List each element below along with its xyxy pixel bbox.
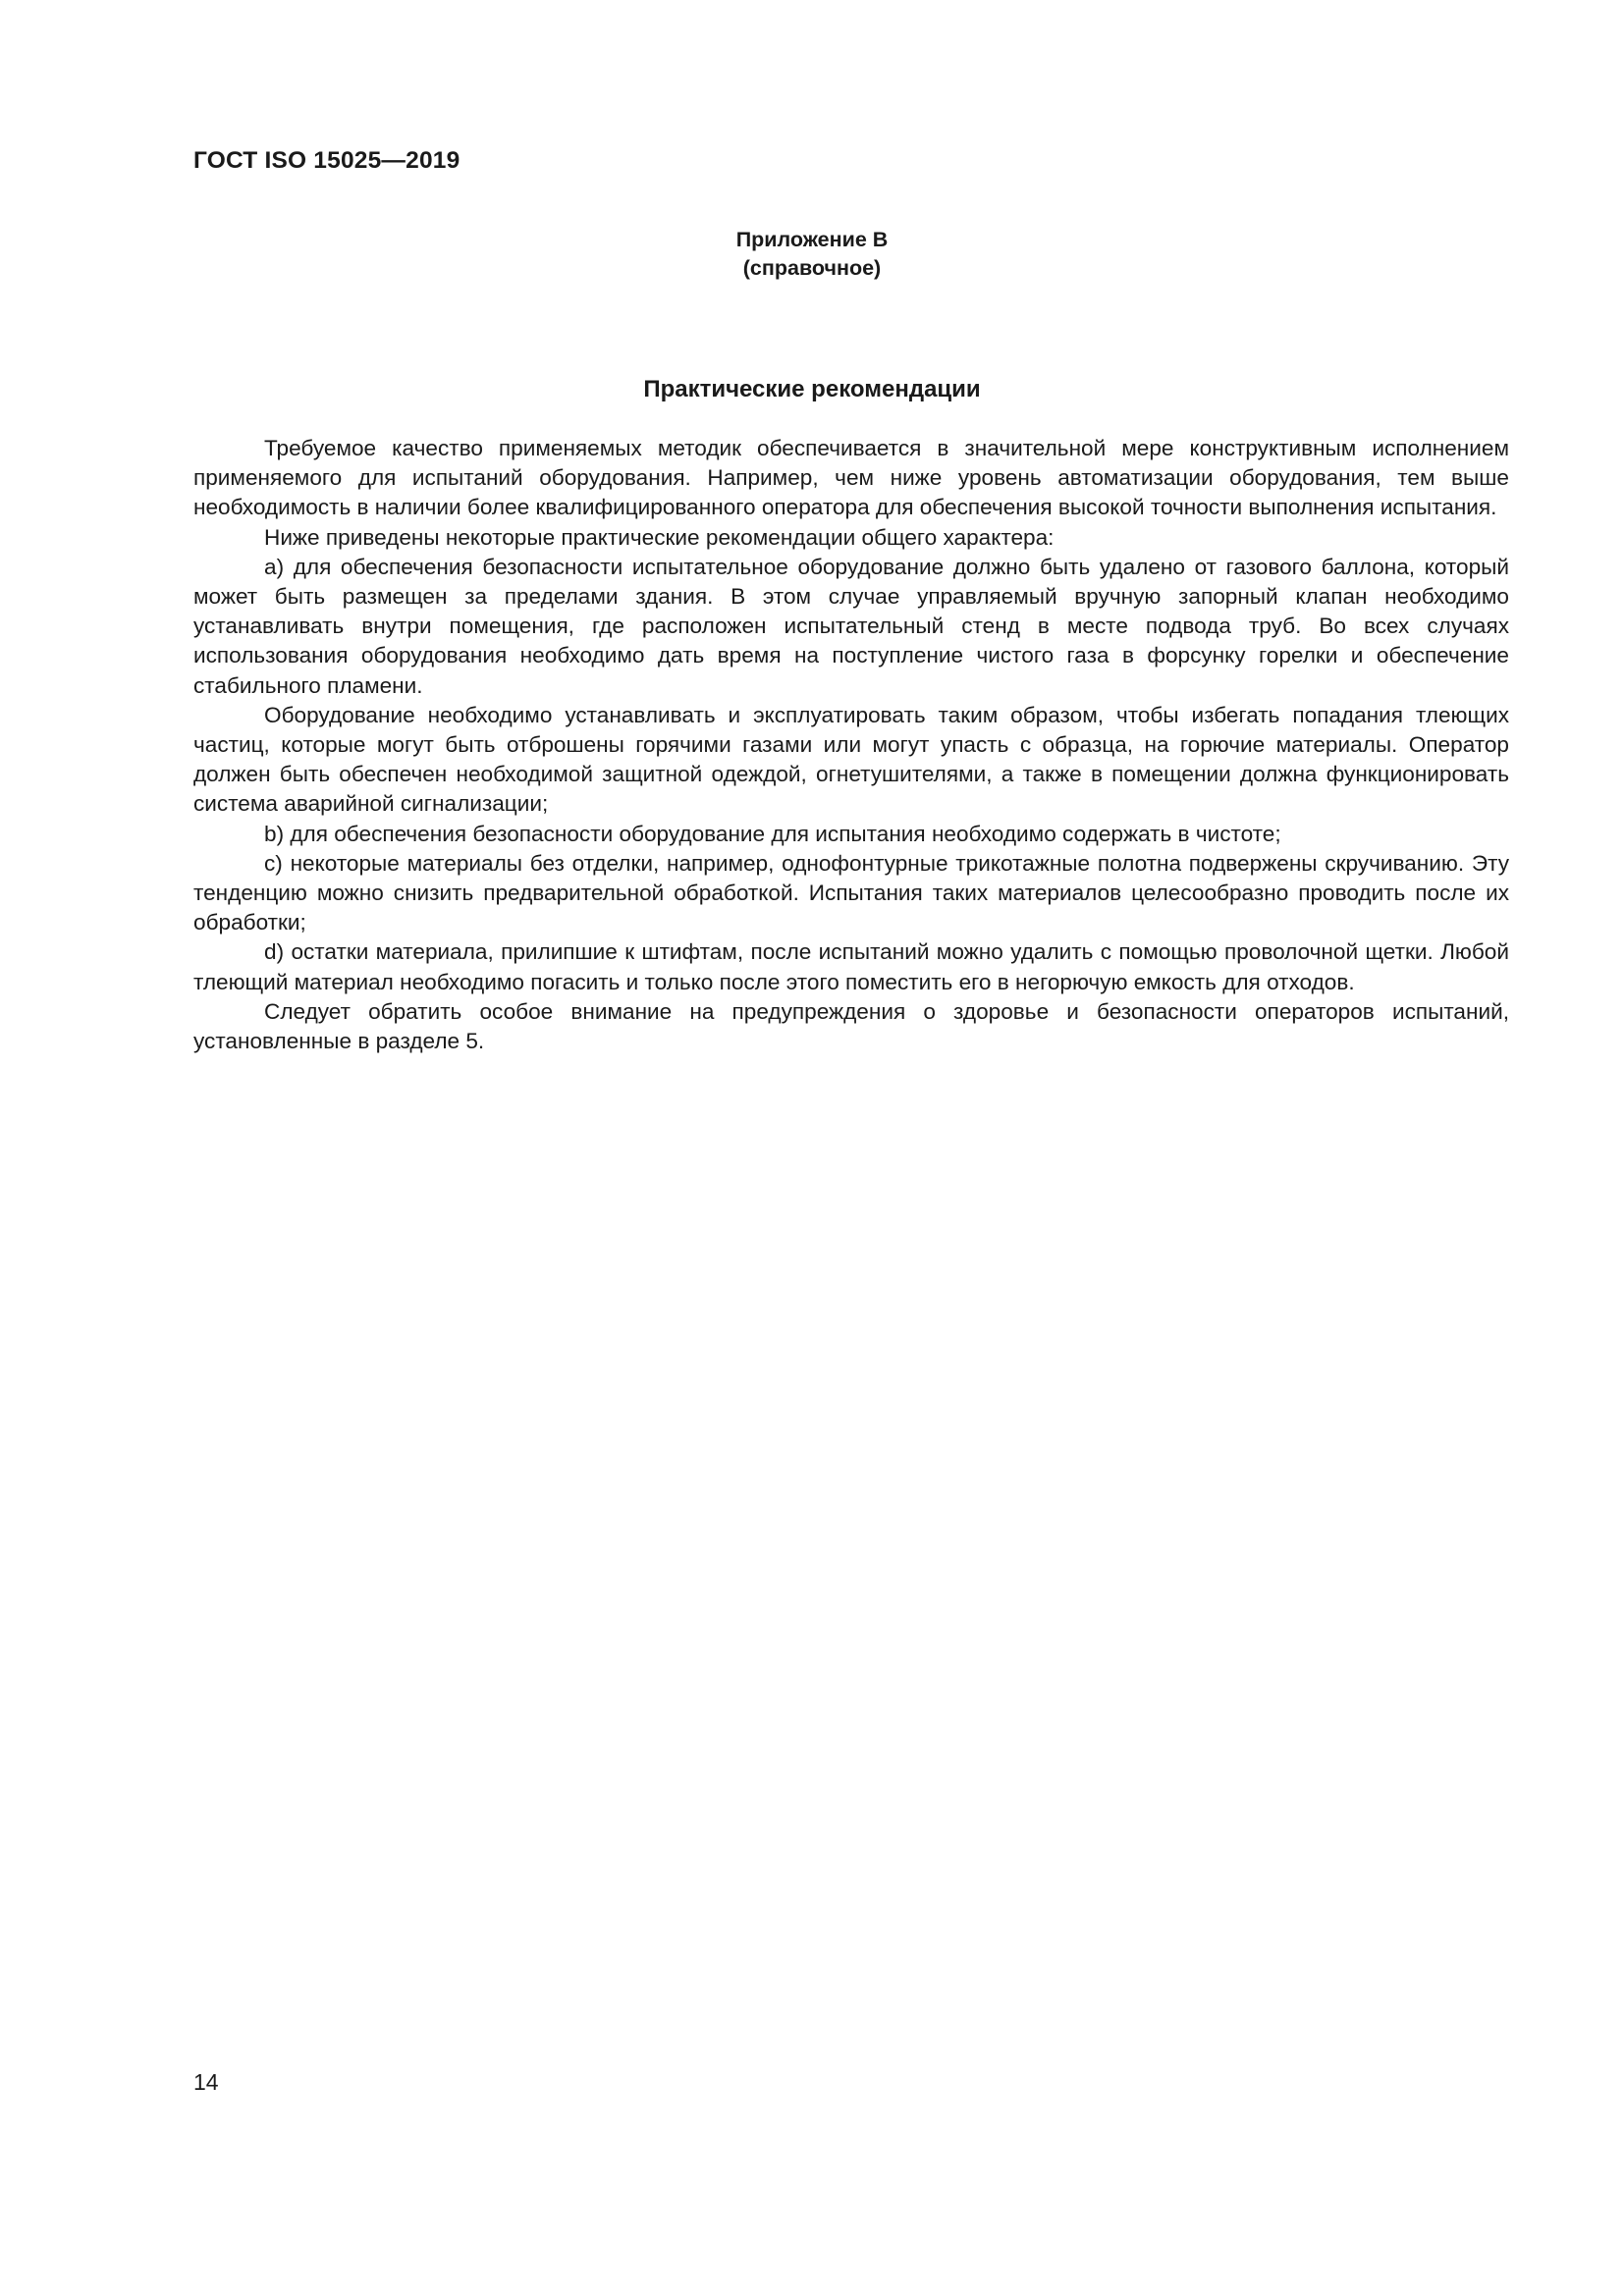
annex-heading — [0, 226, 1624, 283]
document-header — [193, 147, 460, 175]
annex-title: Приложение В — [735, 228, 889, 251]
list-item-a: а) для обеспечения безопасности испытательное оборудование должно быть удалено от газового баллона, который может быть размещен за пределами здания. В этом случае управляемый вручную запорный клапан необходимо устанавливать внутри помещения, где расположен испытательный стенд в месте подвода труб. Во всех случаях использования оборудования необходимо дать время на поступление чистого газа в форсунку горелки и обеспечение стабильного пламени. — [193, 554, 1509, 698]
body-text — [193, 434, 1509, 1056]
page-number: 14 — [193, 2069, 219, 2095]
paragraph: Следует обратить особое внимание на предупреждения о здоровье и безопасности операторов испытаний, установленные в разделе 5. — [193, 998, 1509, 1054]
paragraph: Оборудование необходимо устанавливать и эксплуатировать таким образом, чтобы избегать попадания тлеющих частиц, которые могут быть отброшены горячими газами или могут упасть с образца, на горючие материалы. Оператор должен быть обеспечен необходимой защитной одеждой, огнетушителями, а также в помещении должна функционировать система аварийной сигнализации; — [193, 702, 1509, 817]
section-title: Практические рекомендации — [643, 376, 981, 402]
standard-code: ГОСТ ISO 15025—2019 — [193, 147, 460, 174]
list-item-c: c) некоторые материалы без отделки, например, однофонтурные трикотажные полотна подвержены скручиванию. Эту тенденцию можно снизить предварительной обработкой. Испытания таких материалов целесообразно проводить после их обработки; — [193, 850, 1509, 935]
paragraph: Ниже приведены некоторые практические рекомендации общего характера: — [264, 524, 1055, 550]
list-item-d: d) остатки материала, прилипшие к штифтам, после испытаний можно удалить с помощью проволочной щетки. Любой тлеющий материал необходимо погасить и только после этого поместить его в негорючую емкость для отходов. — [193, 939, 1509, 994]
paragraph: Требуемое качество применяемых методик обеспечивается в значительной мере конструктивным исполнением применяемого для испытаний оборудования. Например, чем ниже уровень автоматизации оборудования, тем выше необходимость в наличии более квалифицированного оператора для обеспечения высокой точности выполнения испытания. — [193, 436, 1509, 520]
annex-status: (справочное) — [742, 256, 882, 280]
list-item-b: b) для обеспечения безопасности оборудование для испытания необходимо содержать в чистоте; — [264, 821, 1281, 846]
